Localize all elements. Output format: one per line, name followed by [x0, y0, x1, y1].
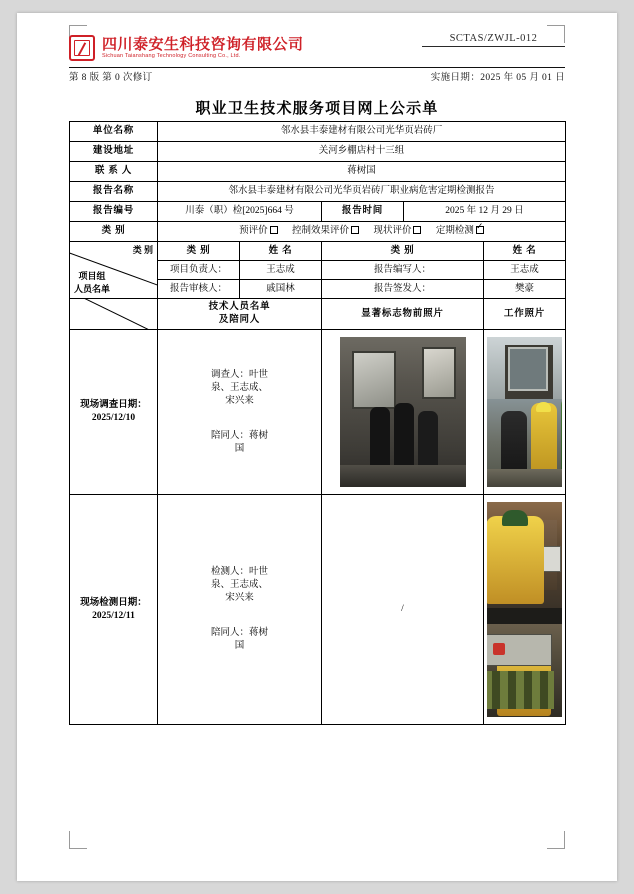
checkbox-pre-evaluation-label: 预评价 [239, 226, 268, 236]
photo-wrap [325, 337, 480, 487]
detection-date-label: 现场检测日期： [80, 597, 147, 608]
detection-escort-block [163, 627, 316, 653]
photo-indicator [493, 643, 505, 655]
page-title: 职业卫生技术服务项目网上公示单 [195, 101, 439, 117]
crop-mark-bottom-right [547, 831, 565, 849]
contact-label: 联 系 人 [70, 162, 158, 182]
company-name-en: Sichuan Taianshang Technology Consulting Co., Ltd. [102, 53, 241, 59]
survey-signboard-photo-cell [322, 330, 484, 495]
team-corner-top-label: 类 别 [132, 245, 153, 255]
team-role-1: 项目负责人： [158, 261, 240, 280]
detection-date-cell [70, 495, 158, 725]
checkbox-box[interactable] [413, 226, 421, 234]
team-person-4: 樊豪 [484, 280, 566, 299]
address-label: 建设地址 [70, 142, 158, 162]
photo-window [352, 351, 396, 409]
address-value: 关河乡棚店村十三组 [158, 142, 566, 162]
photo-ground [487, 469, 562, 487]
photo-lower-scene [487, 624, 562, 717]
photo-worker-yellow [487, 516, 544, 604]
survey-staff-line3: 宋兴来 [225, 395, 254, 406]
survey-worksite-photo-cell [484, 330, 566, 495]
table-row [70, 202, 566, 222]
team-role-4: 报告签发人： [322, 280, 484, 299]
survey-date-label: 现场调查日期： [80, 400, 147, 410]
report-time-label: 报告时间 [322, 202, 404, 222]
effective-date-text: 实施日期：2025 年 05 月 01 日 [430, 73, 565, 83]
photo-col-staff-line1: 技术人员名单 [208, 302, 271, 312]
team-col-name-2: 姓 名 [484, 242, 566, 261]
photo-floor [340, 465, 466, 487]
company-logo-icon [69, 35, 95, 61]
header-divider [69, 67, 565, 68]
photo-divider [487, 608, 562, 624]
survey-escort-line1: 陪同人：蒋树 [210, 430, 268, 441]
photo-col-staff-line2: 及陪同人 [218, 315, 261, 325]
photo-person [394, 403, 414, 469]
table-row [70, 242, 566, 261]
detection-signboard-photo-cell: / [322, 495, 484, 725]
survey-staff-block [163, 369, 316, 408]
team-col-category-1: 类 别 [158, 242, 240, 261]
detection-staff-line2: 泉、王志成、 [210, 580, 268, 590]
team-col-name-1: 姓 名 [240, 242, 322, 261]
photo-upper-scene [487, 502, 562, 608]
checkbox-control-effect-label: 控制效果评价 [292, 226, 350, 236]
survey-worksite-photo [487, 337, 562, 487]
checkbox-control-effect[interactable] [292, 225, 359, 238]
team-role-2: 报告编写人： [322, 261, 484, 280]
photo-wrap [487, 337, 562, 487]
checkbox-box[interactable] [270, 226, 278, 234]
team-person-2: 王志成 [484, 261, 566, 280]
checkbox-box-checked[interactable] [476, 226, 484, 234]
photo-col-staff-header [158, 299, 322, 330]
checkbox-status-evaluation[interactable] [373, 225, 421, 238]
detection-staff-line1: 检测人：叶世 [210, 567, 268, 577]
survey-escort-block [163, 430, 316, 456]
company-name-cn: 四川泰安生科技咨询有限公司 [102, 36, 304, 53]
public-disclosure-table [69, 121, 566, 725]
table-row [70, 122, 566, 142]
photo-brick-trays [487, 671, 554, 709]
photo-wrap [487, 502, 562, 717]
document-header [69, 31, 565, 83]
diagonal-line [70, 299, 158, 330]
survey-date-value: 2025/12/10 [91, 413, 136, 423]
team-person-3: 戚国林 [240, 280, 322, 299]
table-row [70, 299, 566, 330]
crop-mark-bottom-left [69, 831, 87, 849]
report-no-value: 川泰（职）检[2025]664 号 [158, 202, 322, 222]
table-row [70, 182, 566, 202]
unit-name-value: 邻水县丰泰建材有限公司光华页岩砖厂 [158, 122, 566, 142]
detection-staff-cell [158, 495, 322, 725]
survey-escort-line2: 国 [234, 443, 245, 454]
photo-col-work-header: 工作照片 [484, 299, 566, 330]
photo-control-panel [487, 634, 552, 666]
checkbox-box[interactable] [351, 226, 359, 234]
photo-diagonal-header [70, 299, 158, 330]
version-text: 第 8 版 第 0 次修订 [69, 73, 153, 83]
team-diagonal-header [70, 242, 158, 299]
table-row [70, 495, 566, 725]
survey-staff-line2: 泉、王志成、 [210, 382, 268, 393]
header-subrow [69, 69, 565, 83]
checkbox-status-evaluation-label: 现状评价 [373, 226, 412, 236]
photo-col-signboard-header: 显著标志物前照片 [322, 299, 484, 330]
table-row [70, 330, 566, 495]
photo-window [508, 347, 548, 391]
detection-worksite-photo [487, 502, 562, 717]
team-col-category-2: 类 别 [322, 242, 484, 261]
detection-escort-line1: 陪同人：蒋树 [210, 628, 268, 638]
report-time-value: 2025 年 12 月 29 日 [404, 202, 566, 222]
unit-name-label: 单位名称 [70, 122, 158, 142]
photo-window-2 [422, 347, 456, 399]
report-name-value: 邻水县丰泰建材有限公司光华页岩砖厂职业病危害定期检测报告 [158, 182, 566, 202]
survey-date-cell [70, 330, 158, 495]
team-group-label-2: 人员名单 [74, 284, 111, 294]
photo-person [418, 411, 438, 469]
report-name-label: 报告名称 [70, 182, 158, 202]
survey-staff-cell [158, 330, 322, 495]
category-options [158, 222, 566, 242]
checkbox-periodic-detection-label: 定期检测 [435, 226, 474, 236]
checkbox-periodic-detection[interactable] [436, 225, 484, 238]
table-row [70, 222, 566, 242]
survey-staff-line1: 调查人：叶世 [210, 369, 268, 380]
survey-signboard-photo [340, 337, 466, 487]
team-corner-bottom-label [74, 270, 110, 296]
team-role-3: 报告审核人： [158, 280, 240, 299]
document-page [17, 13, 617, 881]
detection-escort-line2: 国 [234, 641, 245, 651]
team-person-1: 王志成 [240, 261, 322, 280]
table-row [70, 162, 566, 182]
photo-person [370, 407, 390, 469]
photo-helmet [536, 402, 551, 412]
detection-staff-line3: 宋兴来 [225, 593, 254, 603]
contact-value: 蒋树国 [158, 162, 566, 182]
detection-date-value: 2025/12/11 [92, 610, 135, 621]
category-label: 类 别 [70, 222, 158, 242]
report-no-label: 报告编号 [70, 202, 158, 222]
table-row [70, 142, 566, 162]
team-group-label-1: 项目组 [78, 271, 106, 281]
detection-staff-block [163, 566, 316, 605]
detection-worksite-photo-cell [484, 495, 566, 725]
document-code: SCTAS/ZWJL-012 [422, 33, 565, 47]
checkbox-pre-evaluation[interactable] [239, 225, 278, 238]
